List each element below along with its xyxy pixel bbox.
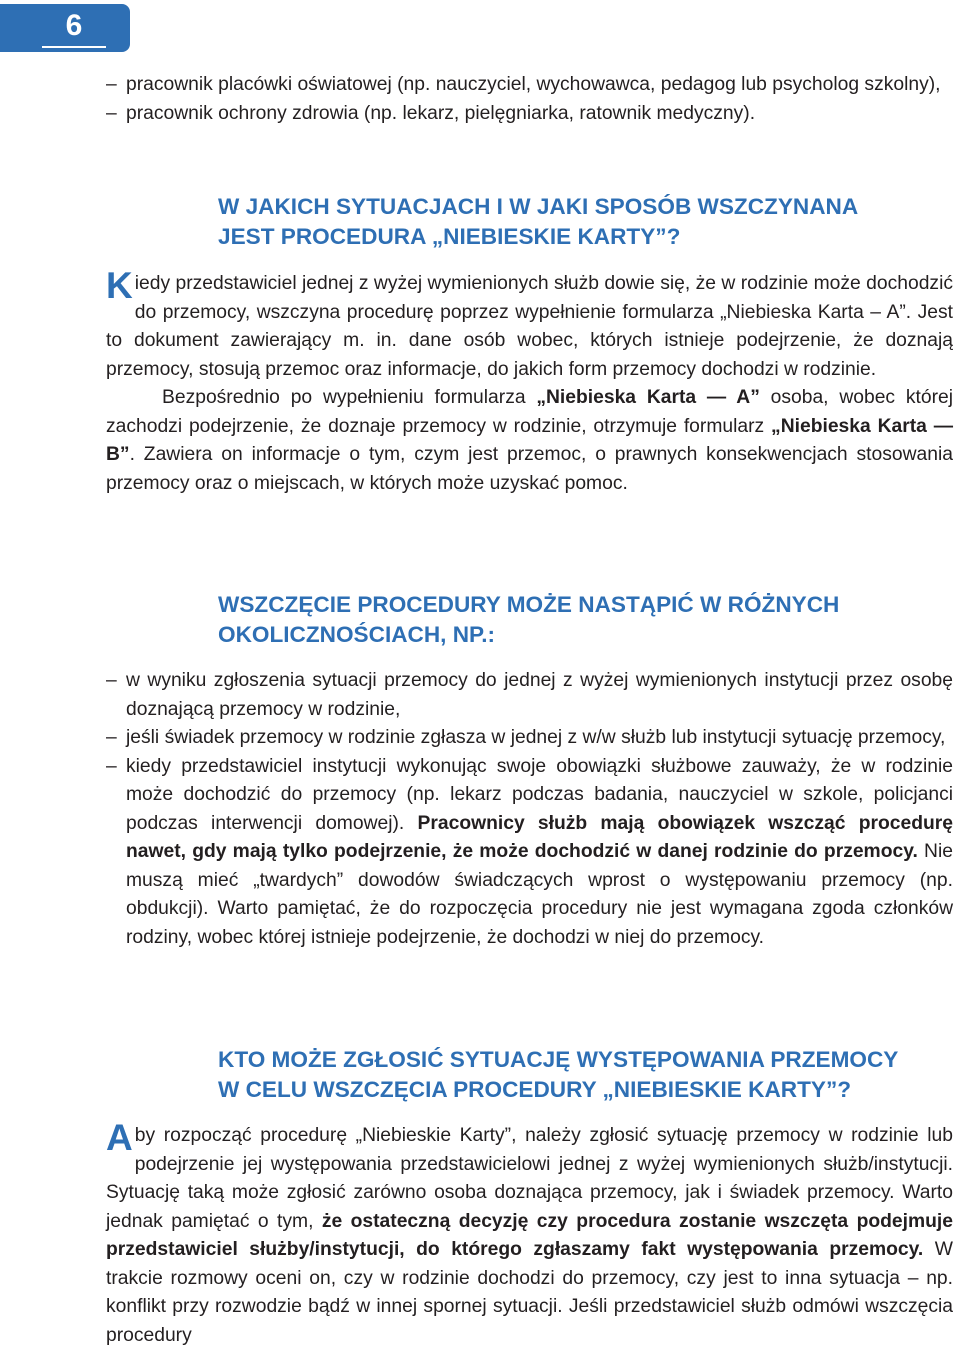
- section-heading-circumstances: WSZCZĘCIE PROCEDURY MOŻE NASTĄPIĆ W RÓŻNYCH OKOLICZNOŚCIACH, NP.:: [218, 592, 840, 647]
- list-item: – w wyniku zgłoszenia sytuacji przemocy do jednej z wyżej wymienionych instytucji przez osobę doznającą przemocy w rodzinie,: [106, 670, 953, 720]
- list-item: – pracownik placówki oświatowej (np. nauczyciel, wychowawca, pedagog lub psycholog szkolny),: [106, 74, 941, 95]
- section-body-procedure: [106, 265, 954, 498]
- top-list: [106, 71, 953, 128]
- drop-cap: K: [106, 265, 133, 306]
- paragraph: Kiedy przedstawiciel jednej z wyżej wymienionych służb dowie się, że w rodzinie może dochodzić do przemocy, wszczyna procedurę poprzez wypełnienie formularza „Niebieska Karta – A”. Jest to dokument zawierający m. in. dane osób wobec, których istnieje podejrzenie, że doznają przemocy, stosują przemoc oraz informacje, do jakich form przemocy dochodzi w rodzinie.: [106, 265, 953, 380]
- list-item: – kiedy przedstawiciel instytucji wykonując swoje obowiązki służbowe zauważy, że w rodzinie może dochodzić do przemocy (np. lekarz podczas badania, nauczyciel w szkole, policjanci podczas interwencji domowej). Pracownicy służb mają obowiązek wszcząć procedurę nawet, gdy mają tylko podejrzenie, że może dochodzić w danej rodzinie do przemocy. Nie muszą mieć „twardych” dowodów świadczących wprost o występowaniu przemocy (np. obdukcji). Warto pamiętać, że do rozpoczęcia procedury nie jest wymagana zgoda członków rodziny, wobec której istnieje podejrzenie, że dochodzi w niej do przemocy.: [106, 755, 953, 948]
- circumstances-list: [106, 667, 953, 952]
- section-body-who-reports: [106, 1117, 953, 1350]
- list-item: – pracownik ochrony zdrowia (np. lekarz, pielęgniarka, ratownik medyczny).: [106, 102, 756, 124]
- section-heading-who-reports: KTO MOŻE ZGŁOSIĆ SYTUACJĘ WYSTĘPOWANIA PRZEMOCY W CELU WSZCZĘCIA PROCEDURY „NIEBIESKIE KARTY”?: [218, 1047, 899, 1102]
- list-item: – jeśli świadek przemocy w rodzinie zgłasza w jednej z w/w służb lub instytucji sytuację przemocy,: [106, 727, 946, 748]
- page-number: 6: [42, 6, 106, 48]
- paragraph: Aby rozpocząć procedurę „Niebieskie Karty”, należy zgłosić sytuację przemocy w rodzinie lub podejrzenie jej występowania przedstawicielowi jednej z wyżej wymienionych służb/instytucji. Sytuację taką może zgłosić zarówno osoba doznająca przemocy, jak i świadek przemocy. Warto jednak pamiętać o tym, że ostateczną decyzję czy procedura zostanie wszczęta podejmuje przedstawiciel służby/instytucji, do którego zgłaszamy fakt występowania przemocy. W trakcie rozmowy oceni on, czy w rodzinie dochodzi do przemocy, czy jest to inna sytuacja – np. konflikt przy rozwodzie bądź w innej spornej sytuacji. Jeśli przedstawiciel służb odmówi wszczęcia procedury: [106, 1117, 953, 1346]
- drop-cap: A: [106, 1117, 133, 1158]
- section-heading-procedure: W JAKICH SYTUACJACH I W JAKI SPOSÓB WSZCZYNANA JEST PROCEDURA „NIEBIESKIE KARTY”?: [218, 194, 859, 249]
- paragraph: Bezpośrednio po wypełnieniu formularza „Niebieska Karta — A” osoba, wobec której zachodzi podejrzenie, że doznaje przemocy w rodzinie, otrzymuje formularz „Niebieska Karta — B”. Zawiera on informacje o tym, czym jest przemoc, o prawnych konsekwencjach stosowania przemocy oraz o miejscach, w których może uzyskać pomoc.: [106, 387, 954, 494]
- page-number-badge: [0, 4, 130, 52]
